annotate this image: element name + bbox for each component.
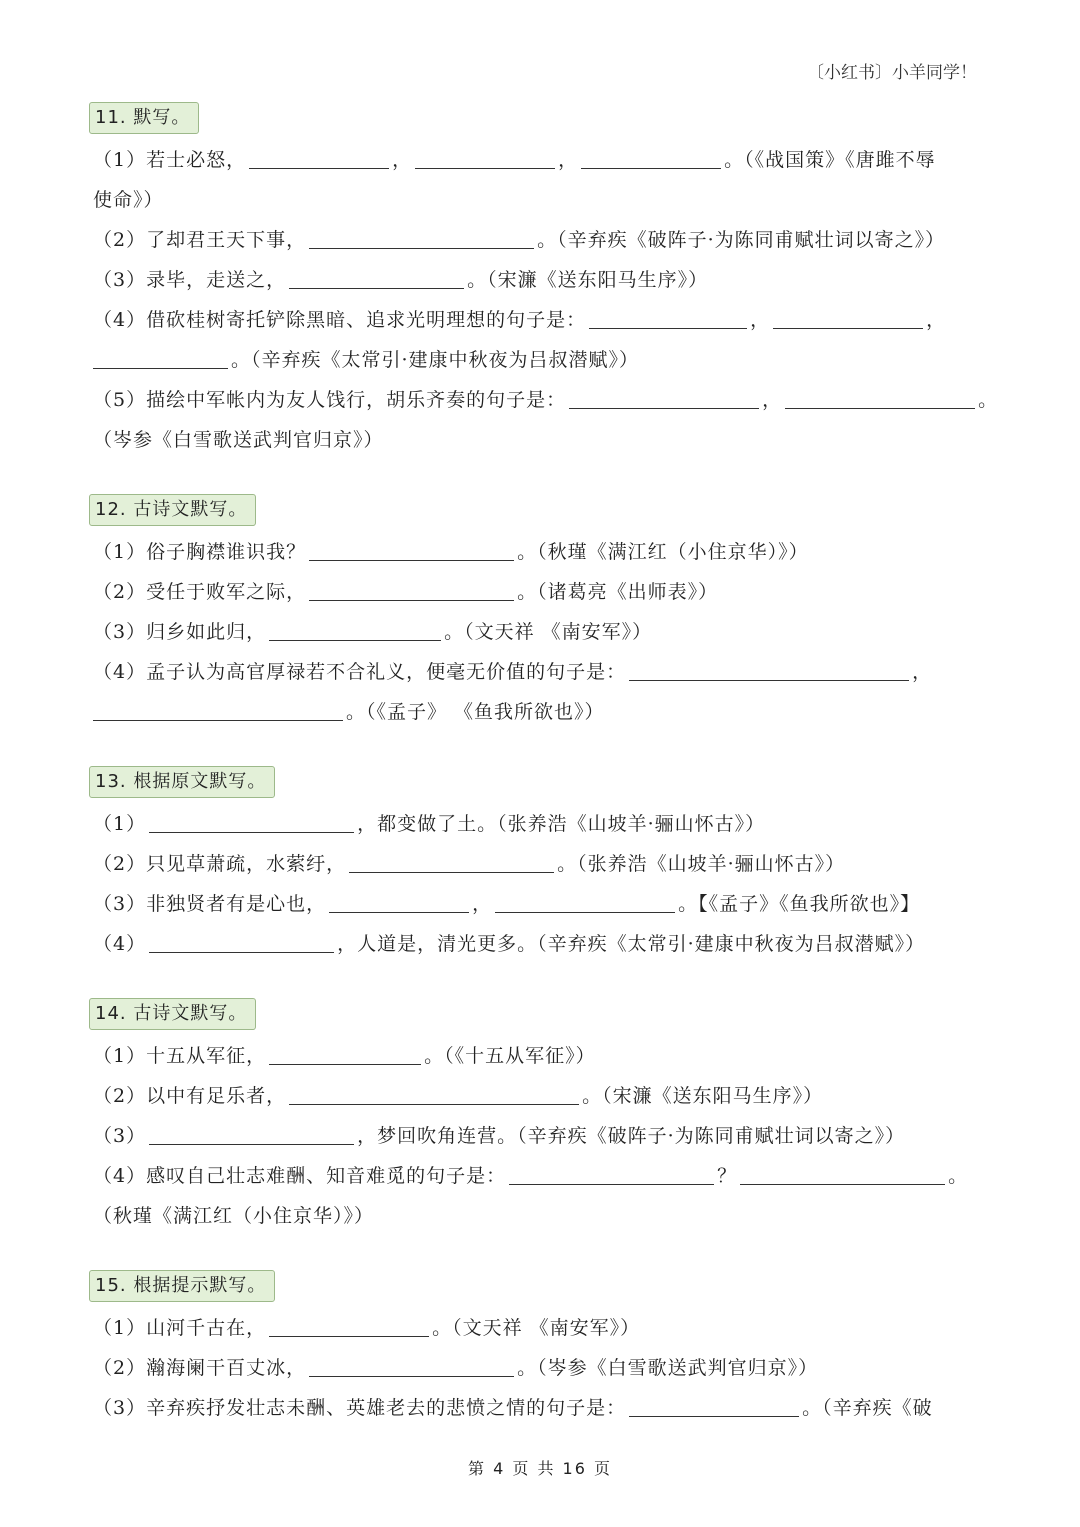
question-line — [89, 884, 999, 924]
period: 。 — [978, 389, 999, 411]
source-citation: 。（《战国策》《唐雎不辱 — [724, 149, 936, 171]
question-text: （2）只见草萧疏，水萦纡， — [93, 853, 347, 875]
question-line — [89, 380, 999, 420]
separator: ， — [750, 309, 771, 331]
answer-blank[interactable] — [309, 1354, 514, 1377]
question-text: （4）感叹自己壮志难酬、知音难觅的句子是： — [93, 1165, 507, 1187]
answer-blank[interactable] — [149, 810, 354, 833]
separator: ， — [472, 893, 493, 915]
question-text: （3）录毕，走送之， — [93, 269, 287, 291]
answer-blank[interactable] — [269, 618, 441, 641]
answer-blank[interactable] — [309, 226, 534, 249]
separator: ， — [912, 661, 933, 683]
answer-blank[interactable] — [149, 1122, 354, 1145]
worksheet-body — [89, 102, 999, 1462]
question-line — [89, 1308, 999, 1348]
separator: ， — [762, 389, 783, 411]
source-citation: ，都变做了土。（张养浩《山坡羊·骊山怀古》） — [357, 813, 766, 835]
section-title: 15. 根据提示默写。 — [89, 1270, 275, 1302]
separator: ， — [558, 149, 579, 171]
section-12 — [89, 494, 999, 732]
source-citation: 。（《十五从军征》） — [424, 1045, 596, 1067]
source-citation: 。（宋濂《送东阳马生序》） — [582, 1085, 824, 1107]
question-text: （5）描绘中军帐内为友人饯行，胡乐齐奏的句子是： — [93, 389, 567, 411]
answer-blank[interactable] — [93, 698, 343, 721]
question-text: （1）若士必怒， — [93, 149, 247, 171]
answer-blank[interactable] — [773, 306, 923, 329]
source-citation: 。（文天祥 《南安军》） — [432, 1317, 641, 1339]
question-line — [89, 924, 999, 964]
answer-blank[interactable] — [581, 146, 721, 169]
question-text: （2）以中有足乐者， — [93, 1085, 287, 1107]
source-citation: 。【《孟子》《鱼我所欲也》】 — [678, 893, 921, 915]
question-line — [89, 1156, 999, 1196]
page-number: 第 4 页 共 16 页 — [468, 1459, 612, 1478]
question-line — [89, 1076, 999, 1116]
source-tag: 〔小红书〕小羊同学！ — [807, 63, 977, 83]
source-citation: 。（《孟子》 《鱼我所欲也》） — [346, 701, 605, 723]
answer-blank[interactable] — [309, 578, 514, 601]
source-citation: 使命》） — [93, 189, 164, 211]
answer-blank[interactable] — [289, 1082, 579, 1105]
answer-blank[interactable] — [415, 146, 555, 169]
question-text: （4）孟子认为高官厚禄若不合礼义，便毫无价值的句子是： — [93, 661, 627, 683]
question-line — [89, 300, 999, 340]
section-11 — [89, 102, 999, 460]
source-citation: 。（文天祥 《南安军》） — [444, 621, 653, 643]
question-text: （1）山河千古在， — [93, 1317, 267, 1339]
question-text: （2）受任于败军之际， — [93, 581, 307, 603]
answer-blank[interactable] — [740, 1162, 945, 1185]
answer-blank[interactable] — [329, 890, 469, 913]
source-citation: 。（辛弃疾《破阵子·为陈同甫赋壮词以寄之》） — [537, 229, 946, 251]
answer-blank[interactable] — [93, 346, 228, 369]
source-citation: 。（张养浩《山坡羊·骊山怀古》） — [557, 853, 846, 875]
separator: ， — [392, 149, 413, 171]
section-15 — [89, 1270, 999, 1428]
separator: ？ — [717, 1165, 738, 1187]
section-title: 11. 默写。 — [89, 102, 199, 134]
question-line — [89, 140, 999, 220]
question-text: （1） — [93, 813, 147, 835]
question-line — [89, 532, 999, 572]
question-text: （1）俗子胸襟谁识我？ — [93, 541, 307, 563]
section-14 — [89, 998, 999, 1236]
answer-blank[interactable] — [349, 850, 554, 873]
source-citation: 。（岑参《白雪歌送武判官归京》） — [517, 1357, 819, 1379]
question-line — [89, 1388, 999, 1428]
question-line — [89, 260, 999, 300]
question-line — [89, 220, 999, 260]
question-text: （2）瀚海阑干百丈冰， — [93, 1357, 307, 1379]
question-line — [89, 420, 999, 460]
question-line — [89, 844, 999, 884]
answer-blank[interactable] — [629, 1394, 799, 1417]
question-line — [89, 1116, 999, 1156]
question-line — [89, 612, 999, 652]
answer-blank[interactable] — [149, 930, 334, 953]
answer-blank[interactable] — [269, 1042, 421, 1065]
source-citation: 。（辛弃疾《太常引·建康中秋夜为吕叔潜赋》） — [231, 349, 640, 371]
question-line — [89, 1348, 999, 1388]
question-line — [89, 652, 999, 692]
question-line — [89, 692, 999, 732]
period: 。 — [948, 1165, 969, 1187]
section-title: 13. 根据原文默写。 — [89, 766, 275, 798]
answer-blank[interactable] — [509, 1162, 714, 1185]
question-line — [89, 804, 999, 844]
source-citation: 。（秋瑾《满江红（小住京华）》） — [517, 541, 809, 563]
question-text: （4）借砍桂树寄托铲除黑暗、追求光明理想的句子是： — [93, 309, 587, 331]
source-citation: 。（辛弃疾《破 — [802, 1397, 933, 1419]
section-title: 12. 古诗文默写。 — [89, 494, 256, 526]
question-text: （2）了却君王天下事， — [93, 229, 307, 251]
source-citation: （秋瑾《满江红（小住京华）》） — [93, 1205, 375, 1227]
answer-blank[interactable] — [495, 890, 675, 913]
question-text: （3） — [93, 1125, 147, 1147]
source-citation: ，人道是，清光更多。（辛弃疾《太常引·建康中秋夜为吕叔潜赋》） — [337, 933, 926, 955]
answer-blank[interactable] — [309, 538, 514, 561]
question-text: （1）十五从军征， — [93, 1045, 267, 1067]
question-text: （3）非独贤者有是心也， — [93, 893, 327, 915]
source-citation: 。（宋濂《送东阳马生序》） — [467, 269, 709, 291]
answer-blank[interactable] — [589, 306, 747, 329]
answer-blank[interactable] — [289, 266, 464, 289]
question-line — [89, 572, 999, 612]
source-citation: ，梦回吹角连营。（辛弃疾《破阵子·为陈同甫赋壮词以寄之》） — [357, 1125, 906, 1147]
question-line — [89, 1036, 999, 1076]
question-text: （3）辛弃疾抒发壮志未酬、英雄老去的悲愤之情的句子是： — [93, 1397, 627, 1419]
section-title: 14. 古诗文默写。 — [89, 998, 256, 1030]
question-text: （4） — [93, 933, 147, 955]
source-citation: （岑参《白雪歌送武判官归京》） — [93, 429, 384, 451]
question-line — [89, 340, 999, 380]
question-text: （3）归乡如此归， — [93, 621, 267, 643]
source-citation: 。（诸葛亮《出师表》） — [517, 581, 719, 603]
separator: ， — [926, 309, 947, 331]
answer-blank[interactable] — [785, 386, 975, 409]
answer-blank[interactable] — [249, 146, 389, 169]
question-line — [89, 1196, 999, 1236]
answer-blank[interactable] — [269, 1314, 429, 1337]
answer-blank[interactable] — [629, 658, 909, 681]
answer-blank[interactable] — [569, 386, 759, 409]
section-13 — [89, 766, 999, 964]
